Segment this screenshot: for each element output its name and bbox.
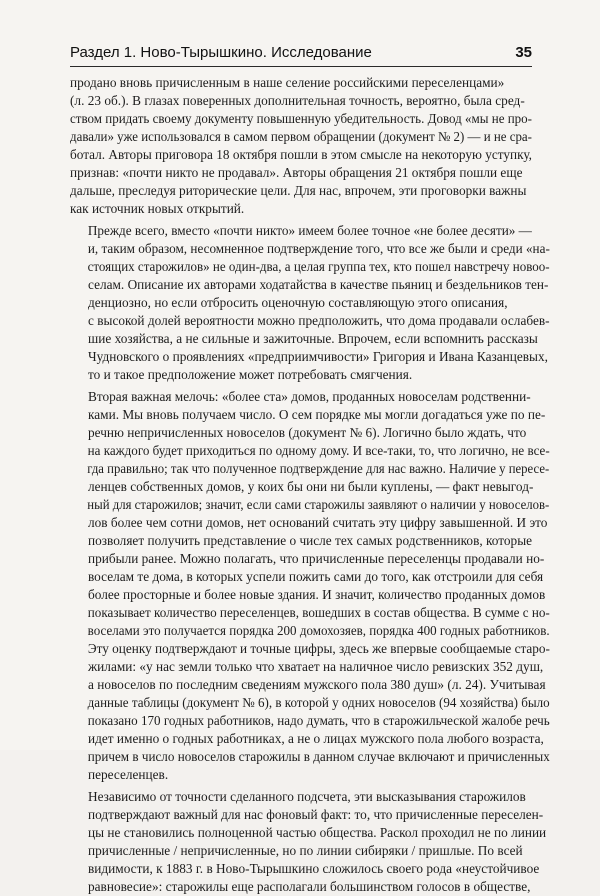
text-line: более просторные и более новые здания. И значит, количество проданных домов — [88, 587, 546, 602]
text-line: воселам те дома, в которых успели пожить сами до того, как отстроили для себя — [88, 569, 544, 584]
text-line: на каждого будет приходиться по одному дому. И все-таки, то, что логично, не все- — [87, 443, 550, 458]
text-line: Независимо от точности сделанного подсчета, эти высказывания старожилов — [88, 789, 526, 804]
paragraph — [70, 222, 550, 384]
text-line: Вторая важная мелочь: «более ста» домов, проданных новоселам родственни- — [88, 389, 531, 404]
text-line: как источник новых открытий. — [70, 201, 245, 216]
paragraph — [70, 788, 547, 896]
page-body — [70, 74, 550, 896]
text-line: селам. Описание их авторами ходатайства в качестве пьяниц и бездельников тен- — [88, 277, 549, 292]
header-rule — [70, 66, 532, 67]
text-line: лов более чем сотни домов, нет оснований считать эту цифру завышенной. И это — [88, 515, 548, 530]
text-line: (л. 23 об.). В глазах поверенных дополнительная точность, вероятно, была сред- — [70, 93, 525, 108]
text-line: равновесие»: старожилы еще располагали большинством голосов в обществе, — [88, 879, 531, 894]
text-line: признав: «почти никто не продавал». Авторы обращения 21 октября пошли еще — [70, 165, 523, 180]
text-line: Чудновского о проявлениях «предприимчивости» Григория и Ивана Казанцевых, — [88, 349, 548, 364]
text-line: показано 170 годных работников, надо думать, что в старожильческой жалобе речь — [87, 713, 550, 728]
text-line: показывает количество переселенцев, вошедших в состав общества. В сумме с но- — [87, 605, 550, 620]
text-line: дальше, преследуя риторические цели. Для нас, впрочем, эти проговорки важны — [70, 183, 527, 198]
page-header — [70, 44, 532, 61]
text-line: подтверждают важный для нас фоновый факт: то, что причисленные переселен- — [88, 807, 544, 822]
paragraph — [70, 74, 532, 218]
text-line: ботал. Авторы приговора 18 октября пошли в этом смысле на некоторую уступку, — [70, 147, 532, 162]
text-line: жилами: «у нас земли только что хватает на наличное число ревизских 352 душ, — [88, 659, 544, 674]
text-line: продано вновь причисленным в наше селение российскими переселенцами» — [70, 75, 505, 90]
text-line: денциозно, но если отбросить оценочную составляющую этого описания, — [88, 295, 508, 310]
text-line: прибыли ранее. Можно полагать, что причисленные переселенцы продавали но- — [88, 551, 545, 566]
text-line: и, таким образом, несомненное подтверждение того, что все же были и среди «на- — [87, 241, 550, 256]
text-line: причем в число новоселов старожилы в данном случае включают и причисленных — [87, 749, 550, 764]
text-line: ленцев собственных домов, у коих бы они ни были куплены, — факт невыгод- — [88, 479, 534, 494]
text-line: видимости, к 1883 г. в Ново-Тырышкино сложилось своего рода «неустойчивое — [88, 861, 540, 876]
text-line: с высокой долей вероятности можно предположить, что дома продавали ослабев- — [88, 313, 550, 328]
paragraph — [70, 388, 550, 784]
text-line: данные таблицы (документ № 6), в которой у одних новоселов (94 хозяйства) было — [87, 695, 550, 710]
text-line: а новоселов по последним сведениям мужского пола 380 душ» (л. 24). Учитывая — [88, 677, 546, 692]
text-line: ством придать своему документу повышенную убедительность. Довод «мы не про- — [70, 111, 533, 126]
text-line: то и такое предположение может потребовать смягчения. — [88, 367, 413, 382]
text-line: цы не становились полноценной частью общества. Раскол проходил не по линии — [88, 825, 547, 840]
text-line: гда правильно; так что полученное подтверждение для нас важно. Наличие у пересе- — [87, 461, 550, 476]
page-number: 35 — [515, 44, 532, 61]
text-line: ками. Мы вновь получаем число. О сем порядке мы могли догадаться уже по пе- — [88, 407, 546, 422]
text-line: Прежде всего, вместо «почти никто» имеем более точное «не более десяти» — — [87, 223, 532, 238]
text-line: давали» уже использовался в самом первом обращении (документ № 2) — и не сра- — [70, 129, 532, 144]
running-title: Раздел 1. Ново-Тырышкино. Исследование — [70, 44, 372, 61]
text-line: позволяет получить представление о числе тех самых родственников, которые — [88, 533, 533, 548]
text-line: стоящих старожилов» не один-два, а целая группа тех, кто пошел навстречу новоо- — [87, 259, 550, 274]
text-line: идет именно о годных работниках, а не о лицах мужского пола любого возраста, — [88, 731, 544, 746]
text-line: воселами это получается порядка 200 домохозяев, порядка 400 годных работников. — [87, 623, 550, 638]
text-line: причисленные / непричисленные, но по линии сибиряки / пришлые. По всей — [88, 843, 523, 858]
text-line: Эту оценку подтверждают и точные цифры, здесь же впервые сообщаемые старо- — [87, 641, 550, 656]
text-line: переселенцев. — [88, 767, 169, 782]
text-line: речню непричисленных новоселов (документ № 6). Логично было ждать, что — [88, 425, 527, 440]
text-line: шие хозяйства, а не сильные и зажиточные. Впрочем, если вспомнить рассказы — [88, 331, 538, 346]
text-line: ный для старожилов; значит, если сами старожилы заявляют о наличии у новоселов- — [87, 497, 550, 512]
